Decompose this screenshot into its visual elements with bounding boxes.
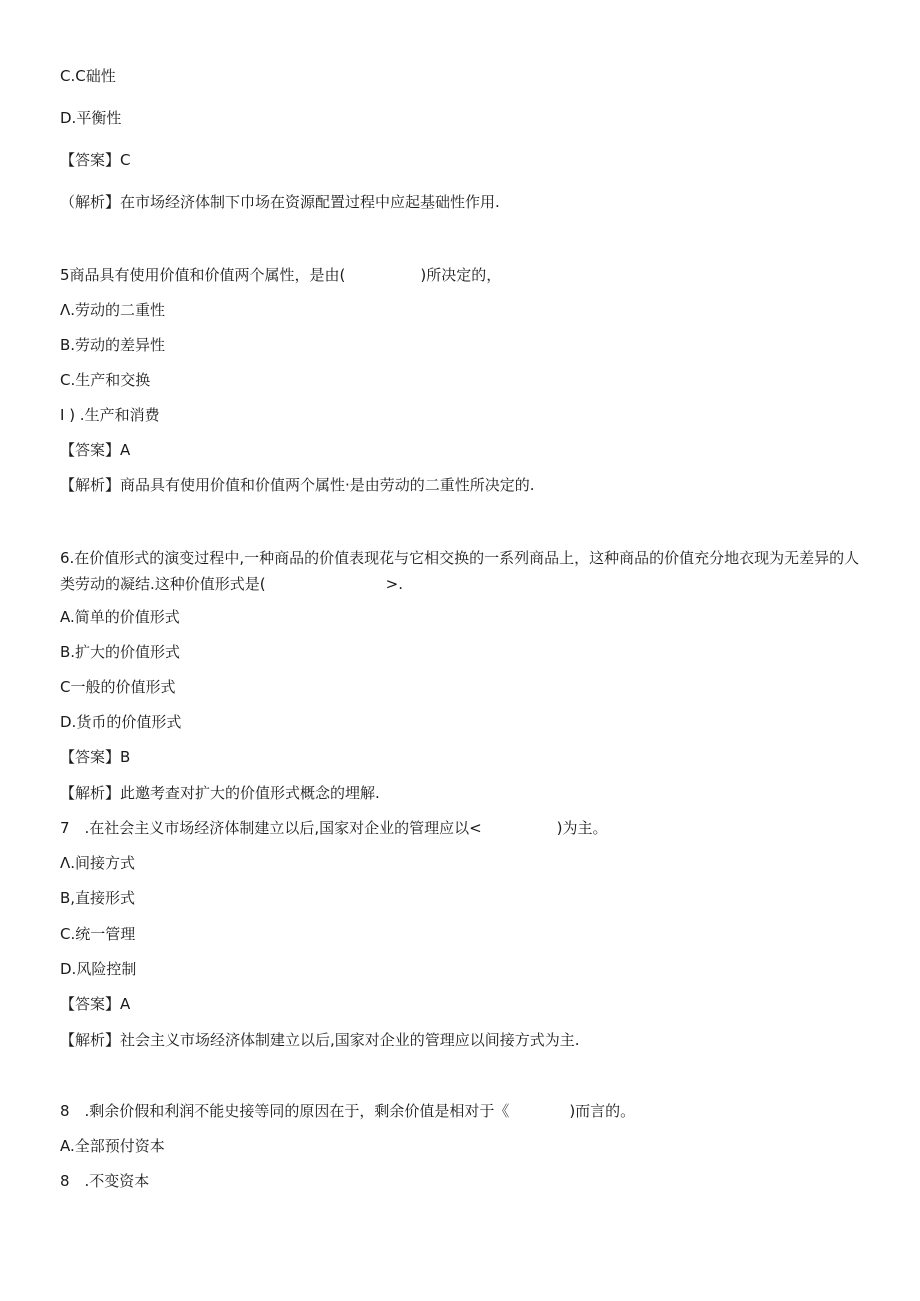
question-8: 8 .剩余价假和利润不能史接等同的原因在于，剩余价值是相对于《 )而言的。 (60, 1102, 636, 1120)
question-5: 5商品具有使用价值和价值两个属性，是由( )所决定的， (60, 266, 502, 284)
option-c-q7: C.统一管理 (60, 925, 136, 943)
option-c-q5: C.生产和交换 (60, 371, 151, 389)
analysis-q6: 【解析】此邀考查对扩大的价值形式概念的埋解. (60, 784, 380, 802)
option-c-q6: C一般的价值形式 (60, 678, 176, 696)
option-c-q4: C.C础性 (60, 67, 116, 85)
answer-q7: 【答案】A (60, 995, 131, 1013)
option-b-q6: B.扩大的价值形式 (60, 643, 181, 661)
question-6: 6.在价值形式的演变过程中,一种商品的价值表现花与它相交换的一系列商品上，这种商品的价值充分地衣现为无差异的人类劳动的凝结.这种价值形式是( >. (60, 549, 860, 593)
option-d-q6: D.货币的价值形式 (60, 713, 182, 731)
option-b-q5: B.劳动的差异性 (60, 336, 166, 354)
analysis-q4: （解析】在市场经济体制下巾场在资源配置过程中应起基础性作用. (60, 193, 500, 211)
question-7: 7 .在社会主义市场经济体制建立以后,国家对企业的管理应以< )为主。 (60, 819, 608, 837)
analysis-q5: 【解析】商品具有使用价值和价值两个属性·是由劳动的二重性所决定的. (60, 476, 535, 494)
option-b-q8: 8 .不变资本 (60, 1172, 150, 1190)
answer-q6: 【答案】B (60, 748, 131, 766)
option-a-q5: Λ.劳动的二重性 (60, 301, 166, 319)
option-a-q8: A.全部预付资本 (60, 1137, 165, 1155)
option-a-q6: A.简单的价值形式 (60, 608, 180, 626)
answer-q4: 【答案】C (60, 151, 131, 169)
option-a-q7: Λ.间接方式 (60, 854, 136, 872)
analysis-q7: 【解析】社会主义市场经济体制建立以后,国家对企业的管理应以间接方式为主. (60, 1031, 580, 1049)
answer-q5: 【答案】A (60, 441, 131, 459)
option-d-q4: D.平衡性 (60, 109, 122, 127)
option-b-q7: B,直接形式 (60, 889, 136, 907)
option-d-q7: D.风险控制 (60, 960, 137, 978)
option-d-q5: I ) .生产和消费 (60, 406, 160, 424)
